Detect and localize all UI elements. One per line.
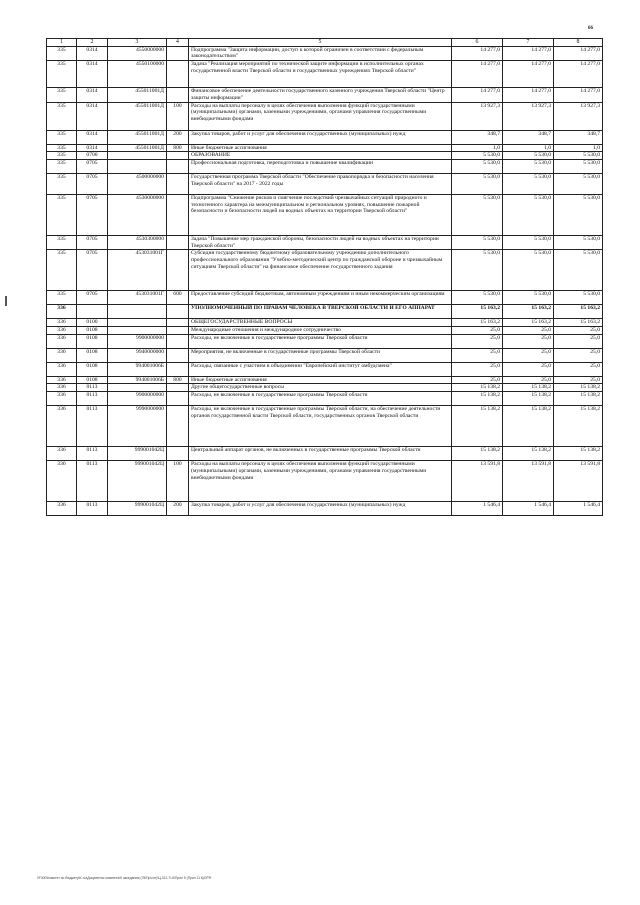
cell-amount-year3: 14 277,0 bbox=[554, 61, 603, 88]
cell-amount-year3: 14 277,0 bbox=[554, 46, 603, 60]
cell-amount-year2: 5 530,0 bbox=[503, 194, 554, 235]
cell-amount-year2: 5 530,0 bbox=[503, 152, 554, 160]
cell-admin-code: 335 bbox=[47, 46, 77, 60]
table-row bbox=[47, 46, 603, 60]
cell-amount-year3: 25,0 bbox=[554, 348, 603, 362]
cell-admin-code: 336 bbox=[47, 327, 77, 335]
table-row bbox=[47, 250, 603, 291]
cell-admin-code: 335 bbox=[47, 250, 77, 291]
cell-amount-year1: 15 163,2 bbox=[452, 305, 503, 319]
cell-admin-code: 335 bbox=[47, 173, 77, 194]
cell-admin-code: 336 bbox=[47, 376, 77, 384]
cell-target-code: 9990000000 bbox=[108, 406, 167, 447]
cell-amount-year2: 15 138,2 bbox=[503, 392, 554, 406]
cell-amount-year2: 5 530,0 bbox=[503, 250, 554, 291]
cell-description: УПОЛНОМОЧЕННЫЙ ПО ПРАВАМ ЧЕЛОВЕКА В ТВЕРСКОЙ ОБЛАСТИ И ЕГО АППАРАТ bbox=[189, 305, 452, 319]
cell-amount-year1: 1,0 bbox=[452, 144, 503, 152]
cell-section-code bbox=[77, 305, 108, 319]
cell-amount-year2: 5 530,0 bbox=[503, 235, 554, 249]
table-row bbox=[47, 305, 603, 319]
cell-amount-year3: 15 163,2 bbox=[554, 319, 603, 327]
table-row bbox=[47, 461, 603, 502]
header-col-5: 5 bbox=[189, 39, 452, 47]
cell-expense-type bbox=[167, 392, 189, 406]
table-row bbox=[47, 384, 603, 392]
cell-expense-type bbox=[167, 327, 189, 335]
cell-amount-year2: 15 138,2 bbox=[503, 384, 554, 392]
cell-expense-type bbox=[167, 235, 189, 249]
cell-expense-type bbox=[167, 250, 189, 291]
cell-amount-year2: 5 530,0 bbox=[503, 159, 554, 173]
header-col-6: 6 bbox=[452, 39, 503, 47]
cell-amount-year2: 5 530,0 bbox=[503, 173, 554, 194]
cell-section-code: 0113 bbox=[77, 502, 108, 516]
cell-amount-year3: 5 530,0 bbox=[554, 152, 603, 160]
cell-amount-year2: 348,7 bbox=[503, 130, 554, 144]
cell-description: Расходы, связанные с участием в объединении "Европейский институт омбудсмена" bbox=[189, 362, 452, 376]
cell-admin-code: 335 bbox=[47, 291, 77, 305]
cell-section-code: 0314 bbox=[77, 102, 108, 130]
cell-amount-year1: 25,0 bbox=[452, 362, 503, 376]
cell-amount-year1: 15 163,2 bbox=[452, 319, 503, 327]
cell-amount-year1: 15 138,2 bbox=[452, 384, 503, 392]
cell-amount-year1: 14 277,0 bbox=[452, 46, 503, 60]
cell-description: Закупка товаров, работ и услуг для обеспечения государственных (муниципальных) нужд bbox=[189, 130, 452, 144]
cell-target-code bbox=[108, 384, 167, 392]
cell-description: Финансовое обеспечение деятельности государственного казенного учреждения Тверской области "Центр защиты информации" bbox=[189, 88, 452, 102]
header-col-8: 8 bbox=[554, 39, 603, 47]
budget-table bbox=[46, 38, 603, 516]
cell-target-code: 4500000000 bbox=[108, 173, 167, 194]
cell-section-code: 0314 bbox=[77, 61, 108, 88]
cell-target-code: 999001042Ц bbox=[108, 461, 167, 502]
cell-amount-year1: 348,7 bbox=[452, 130, 503, 144]
cell-target-code: 4550100000 bbox=[108, 61, 167, 88]
cell-amount-year1: 25,0 bbox=[452, 327, 503, 335]
cell-admin-code: 335 bbox=[47, 61, 77, 88]
cell-admin-code: 335 bbox=[47, 235, 77, 249]
cell-section-code: 0113 bbox=[77, 392, 108, 406]
cell-description: ОБЩЕГОСУДАРСТВЕННЫЕ ВОПРОСЫ bbox=[189, 319, 452, 327]
header-col-2: 2 bbox=[77, 39, 108, 47]
cell-section-code: 0108 bbox=[77, 327, 108, 335]
cell-description: Расходы, не включенные в государственные программы Тверской области bbox=[189, 334, 452, 348]
cell-target-code: 994001006Б bbox=[108, 362, 167, 376]
cell-section-code: 0108 bbox=[77, 376, 108, 384]
cell-admin-code: 335 bbox=[47, 130, 77, 144]
table-row bbox=[47, 327, 603, 335]
cell-target-code bbox=[108, 305, 167, 319]
cell-amount-year2: 1 546,4 bbox=[503, 502, 554, 516]
cell-amount-year1: 5 530,0 bbox=[452, 159, 503, 173]
cell-amount-year2: 15 163,2 bbox=[503, 305, 554, 319]
cell-admin-code: 335 bbox=[47, 88, 77, 102]
cell-section-code: 0108 bbox=[77, 362, 108, 376]
cell-admin-code: 336 bbox=[47, 348, 77, 362]
cell-section-code: 0314 bbox=[77, 46, 108, 60]
cell-amount-year1: 15 138,2 bbox=[452, 392, 503, 406]
cell-section-code: 0113 bbox=[77, 461, 108, 502]
cell-amount-year1: 5 530,0 bbox=[452, 152, 503, 160]
table-row bbox=[47, 319, 603, 327]
header-col-1: 1 bbox=[47, 39, 77, 47]
cell-admin-code: 336 bbox=[47, 406, 77, 447]
cell-admin-code: 335 bbox=[47, 194, 77, 235]
cell-expense-type bbox=[167, 362, 189, 376]
cell-target-code: 455011001Д bbox=[108, 130, 167, 144]
cell-target-code: 999001042Ц bbox=[108, 447, 167, 461]
table-row bbox=[47, 362, 603, 376]
cell-target-code bbox=[108, 327, 167, 335]
cell-amount-year1: 15 138,2 bbox=[452, 447, 503, 461]
cell-target-code: 455011001Д bbox=[108, 102, 167, 130]
cell-expense-type bbox=[167, 348, 189, 362]
cell-expense-type: 100 bbox=[167, 461, 189, 502]
cell-amount-year3: 13 927,3 bbox=[554, 102, 603, 130]
cell-description: ОБРАЗОВАНИЕ bbox=[189, 152, 452, 160]
cell-amount-year3: 25,0 bbox=[554, 334, 603, 348]
cell-expense-type: 100 bbox=[167, 102, 189, 130]
table-row bbox=[47, 144, 603, 152]
cell-target-code: 9900000000 bbox=[108, 334, 167, 348]
cell-expense-type: 200 bbox=[167, 502, 189, 516]
cell-amount-year3: 5 530,0 bbox=[554, 291, 603, 305]
cell-amount-year1: 14 277,0 bbox=[452, 61, 503, 88]
cell-expense-type bbox=[167, 194, 189, 235]
cell-description: Расходы, не включенные в государственные программы Тверской области, на обеспечение деятельности органов государственной власти Тверской области, государственных органов Тверской области bbox=[189, 406, 452, 447]
cell-amount-year3: 5 530,0 bbox=[554, 194, 603, 235]
cell-description: Расходы на выплаты персоналу в целях обеспечения выполнения функций государственными (муниципальными) органами, казенными учреждениями, органами управления государственными внебюджетными фондами bbox=[189, 102, 452, 130]
cell-amount-year3: 25,0 bbox=[554, 327, 603, 335]
cell-description: Мероприятия, не включенные в государственные программы Тверской области bbox=[189, 348, 452, 362]
cell-target-code: 455011001Д bbox=[108, 88, 167, 102]
cell-amount-year1: 5 530,0 bbox=[452, 235, 503, 249]
cell-admin-code: 336 bbox=[47, 392, 77, 406]
page-number: 66 bbox=[588, 26, 593, 31]
cell-admin-code: 336 bbox=[47, 319, 77, 327]
table-row bbox=[47, 61, 603, 88]
table-row bbox=[47, 159, 603, 173]
cell-amount-year2: 1,0 bbox=[503, 144, 554, 152]
cell-amount-year1: 13 591,8 bbox=[452, 461, 503, 502]
cell-description: Иные бюджетные ассигнования bbox=[189, 376, 452, 384]
cell-amount-year1: 25,0 bbox=[452, 376, 503, 384]
cell-amount-year2: 13 927,3 bbox=[503, 102, 554, 130]
cell-admin-code: 336 bbox=[47, 461, 77, 502]
cell-description: Задача "Реализация мероприятий по технической защите информации в исполнительных органах государственной власти Тверской области и государственных учреждениях Тверской области" bbox=[189, 61, 452, 88]
cell-section-code: 0705 bbox=[77, 194, 108, 235]
cell-amount-year1: 25,0 bbox=[452, 334, 503, 348]
cell-amount-year3: 5 530,0 bbox=[554, 250, 603, 291]
cell-admin-code: 335 bbox=[47, 102, 77, 130]
cell-target-code: 4530000000 bbox=[108, 194, 167, 235]
cell-amount-year2: 14 277,0 bbox=[503, 61, 554, 88]
cell-amount-year3: 348,7 bbox=[554, 130, 603, 144]
table-row bbox=[47, 173, 603, 194]
cell-amount-year3: 15 138,2 bbox=[554, 447, 603, 461]
cell-expense-type bbox=[167, 159, 189, 173]
cell-expense-type bbox=[167, 61, 189, 88]
cell-section-code: 0705 bbox=[77, 159, 108, 173]
table-row bbox=[47, 88, 603, 102]
cell-amount-year2: 5 530,0 bbox=[503, 291, 554, 305]
cell-amount-year3: 5 530,0 bbox=[554, 173, 603, 194]
cell-amount-year2: 25,0 bbox=[503, 327, 554, 335]
table-row bbox=[47, 130, 603, 144]
table-row bbox=[47, 291, 603, 305]
cell-section-code: 0100 bbox=[77, 319, 108, 327]
scan-artifact bbox=[5, 296, 7, 306]
cell-target-code: 994001006Б bbox=[108, 376, 167, 384]
cell-amount-year3: 13 591,8 bbox=[554, 461, 603, 502]
cell-description: Расходы, не включенные в государственные программы Тверской области bbox=[189, 392, 452, 406]
cell-section-code: 0705 bbox=[77, 173, 108, 194]
cell-expense-type bbox=[167, 334, 189, 348]
cell-amount-year3: 25,0 bbox=[554, 376, 603, 384]
cell-amount-year2: 15 163,2 bbox=[503, 319, 554, 327]
cell-amount-year1: 15 138,2 bbox=[452, 406, 503, 447]
cell-amount-year2: 15 138,2 bbox=[503, 406, 554, 447]
cell-target-code: 453031001Г bbox=[108, 291, 167, 305]
cell-amount-year2: 25,0 bbox=[503, 376, 554, 384]
cell-description: Иные бюджетные ассигнования bbox=[189, 144, 452, 152]
cell-amount-year1: 14 277,0 bbox=[452, 88, 503, 102]
table-row bbox=[47, 502, 603, 516]
table-row bbox=[47, 102, 603, 130]
cell-description: Задача "Повышение мер гражданской обороны, безопасности людей на водных объектах на территории Тверской области" bbox=[189, 235, 452, 249]
cell-admin-code: 336 bbox=[47, 362, 77, 376]
cell-amount-year1: 25,0 bbox=[452, 348, 503, 362]
cell-section-code: 0314 bbox=[77, 88, 108, 102]
cell-amount-year3: 15 163,2 bbox=[554, 305, 603, 319]
table-row bbox=[47, 152, 603, 160]
table-row bbox=[47, 376, 603, 384]
cell-amount-year2: 13 591,8 bbox=[503, 461, 554, 502]
cell-section-code: 0705 bbox=[77, 250, 108, 291]
cell-target-code: 455011001Д bbox=[108, 144, 167, 152]
cell-amount-year2: 15 138,2 bbox=[503, 447, 554, 461]
cell-expense-type bbox=[167, 305, 189, 319]
file-path-footer: \\F400\Комитет по бюджету\К-ты\Документы комитета\К заседанию (75\Пр\сот)\Ц-312-7\-6\Прил 5 (Прил 11 6)ОРЯ bbox=[37, 876, 211, 880]
header-col-3: 3 bbox=[108, 39, 167, 47]
cell-expense-type bbox=[167, 46, 189, 60]
cell-section-code: 0113 bbox=[77, 447, 108, 461]
cell-admin-code: 335 bbox=[47, 152, 77, 160]
cell-amount-year3: 15 138,2 bbox=[554, 392, 603, 406]
cell-expense-type bbox=[167, 88, 189, 102]
cell-expense-type: 800 bbox=[167, 144, 189, 152]
cell-section-code: 0113 bbox=[77, 384, 108, 392]
table-row bbox=[47, 406, 603, 447]
header-col-4: 4 bbox=[167, 39, 189, 47]
cell-amount-year1: 5 530,0 bbox=[452, 291, 503, 305]
cell-amount-year1: 5 530,0 bbox=[452, 173, 503, 194]
cell-target-code bbox=[108, 159, 167, 173]
cell-description: Субсидия государственному бюджетному образовательному учреждению дополнительного профессионального образования "Учебно-методический центр по гражданской обороне и чрезвычайным ситуациям Тверской области" на финансовое обеспечение государственного задания bbox=[189, 250, 452, 291]
cell-description: Профессиональная подготовка, переподготовка и повышение квалификации bbox=[189, 159, 452, 173]
cell-amount-year2: 25,0 bbox=[503, 362, 554, 376]
cell-amount-year3: 5 530,0 bbox=[554, 159, 603, 173]
cell-admin-code: 336 bbox=[47, 384, 77, 392]
table-row bbox=[47, 235, 603, 249]
cell-target-code: 453031001Г bbox=[108, 250, 167, 291]
cell-section-code: 0314 bbox=[77, 144, 108, 152]
cell-section-code: 0705 bbox=[77, 291, 108, 305]
cell-description: Другие общегосударственные вопросы bbox=[189, 384, 452, 392]
cell-amount-year2: 25,0 bbox=[503, 334, 554, 348]
cell-amount-year3: 1,0 bbox=[554, 144, 603, 152]
cell-admin-code: 335 bbox=[47, 144, 77, 152]
cell-admin-code: 336 bbox=[47, 502, 77, 516]
cell-target-code: 9900000000 bbox=[108, 392, 167, 406]
cell-amount-year2: 14 277,0 bbox=[503, 46, 554, 60]
cell-expense-type: 600 bbox=[167, 291, 189, 305]
cell-description: Государственная программа Тверской области "Обеспечение правопорядка и безопасности населения Тверской области" на 2017 - 2022 годы bbox=[189, 173, 452, 194]
cell-admin-code: 336 bbox=[47, 305, 77, 319]
cell-expense-type: 800 bbox=[167, 376, 189, 384]
header-col-7: 7 bbox=[503, 39, 554, 47]
cell-description: Подпрограмма "Снижение рисков и смягчение последствий чрезвычайных ситуаций природного и техногенного характера на межмуниципальном и региональном уровнях, повышение пожарной безопасности и безопасности людей на водных объектах на территории Тверской области" bbox=[189, 194, 452, 235]
cell-description: Международные отношения и международное сотрудничество bbox=[189, 327, 452, 335]
cell-expense-type bbox=[167, 384, 189, 392]
table-row bbox=[47, 334, 603, 348]
cell-section-code: 0108 bbox=[77, 348, 108, 362]
table-row bbox=[47, 447, 603, 461]
table-header-row bbox=[47, 39, 603, 47]
cell-target-code bbox=[108, 152, 167, 160]
table-row bbox=[47, 392, 603, 406]
cell-amount-year1: 1 546,4 bbox=[452, 502, 503, 516]
cell-amount-year2: 25,0 bbox=[503, 348, 554, 362]
cell-description: Центральный аппарат органов, не включенных в государственные программы Тверской области bbox=[189, 447, 452, 461]
cell-target-code: 9940000000 bbox=[108, 348, 167, 362]
cell-amount-year3: 25,0 bbox=[554, 362, 603, 376]
cell-target-code: 4530300000 bbox=[108, 235, 167, 249]
cell-amount-year3: 1 546,4 bbox=[554, 502, 603, 516]
cell-amount-year1: 13 927,3 bbox=[452, 102, 503, 130]
cell-amount-year3: 5 530,0 bbox=[554, 235, 603, 249]
cell-amount-year1: 5 530,0 bbox=[452, 194, 503, 235]
budget-table-container bbox=[46, 38, 602, 516]
cell-section-code: 0108 bbox=[77, 334, 108, 348]
cell-description: Предоставление субсидий бюджетным, автономным учреждениям и иным некоммерческим организациям bbox=[189, 291, 452, 305]
cell-admin-code: 336 bbox=[47, 334, 77, 348]
table-row bbox=[47, 348, 603, 362]
cell-admin-code: 336 bbox=[47, 447, 77, 461]
cell-expense-type bbox=[167, 319, 189, 327]
cell-expense-type bbox=[167, 406, 189, 447]
cell-amount-year3: 15 138,2 bbox=[554, 384, 603, 392]
cell-amount-year3: 14 277,0 bbox=[554, 88, 603, 102]
cell-description: Расходы на выплаты персоналу в целях обеспечения выполнения функций государственными (муниципальными) органами, казенными учреждениями, органами управления государственными внебюджетными фондами bbox=[189, 461, 452, 502]
cell-section-code: 0113 bbox=[77, 406, 108, 447]
cell-target-code: 999001042Ц bbox=[108, 502, 167, 516]
cell-expense-type bbox=[167, 152, 189, 160]
cell-amount-year1: 5 530,0 bbox=[452, 250, 503, 291]
cell-expense-type bbox=[167, 447, 189, 461]
cell-amount-year3: 15 138,2 bbox=[554, 406, 603, 447]
cell-section-code: 0314 bbox=[77, 130, 108, 144]
cell-expense-type: 200 bbox=[167, 130, 189, 144]
cell-section-code: 0700 bbox=[77, 152, 108, 160]
cell-admin-code: 335 bbox=[47, 159, 77, 173]
cell-description: Подпрограмма "Защита информации, доступ к которой ограничен в соответствии с федеральным законодательством" bbox=[189, 46, 452, 60]
cell-amount-year2: 14 277,0 bbox=[503, 88, 554, 102]
cell-expense-type bbox=[167, 173, 189, 194]
cell-section-code: 0705 bbox=[77, 235, 108, 249]
cell-target-code bbox=[108, 319, 167, 327]
cell-target-code: 4550000000 bbox=[108, 46, 167, 60]
table-row bbox=[47, 194, 603, 235]
cell-description: Закупка товаров, работ и услуг для обеспечения государственных (муниципальных) нужд bbox=[189, 502, 452, 516]
table-body bbox=[47, 46, 603, 515]
